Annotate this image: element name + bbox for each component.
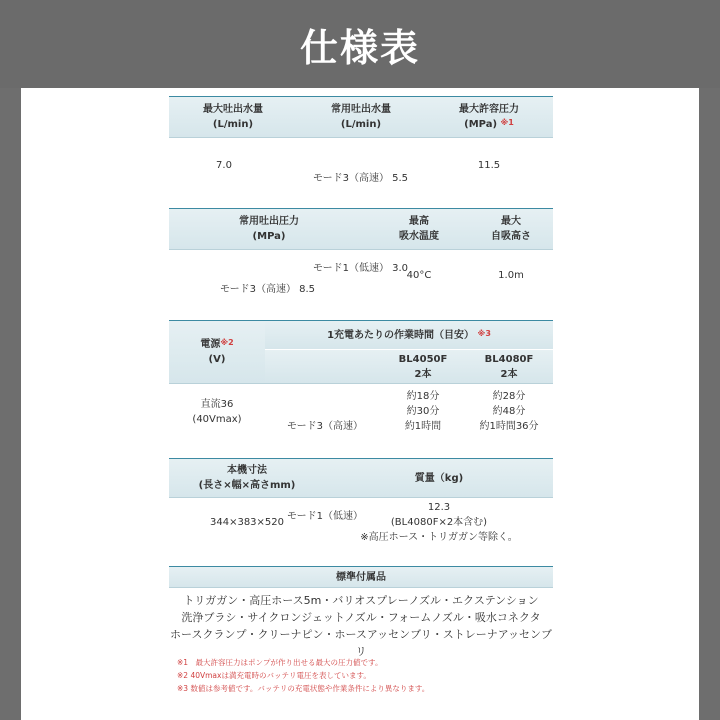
power-value (169, 397, 265, 427)
normal-pressure-title: 常用吐出圧力 (239, 216, 299, 227)
normal-flow-header (297, 97, 425, 137)
page-title: 仕様表 (299, 25, 420, 70)
bat1-name: BL4050F (398, 353, 448, 365)
time-cell: 約18分 (406, 391, 440, 402)
accessory-line: トリガガン・高圧ホース5m・バリオスプレーノズル・エクステンション (183, 594, 539, 607)
footnote-1: ※1 最大許容圧力はポンプが作り出せる最大の圧力値です。 (177, 658, 383, 667)
max-flow-title: 最大吐出水量 (203, 104, 263, 115)
note-ref-2: ※2 (220, 338, 234, 347)
dimensions-header (169, 459, 325, 497)
normal-pressure-header (169, 209, 369, 249)
power-value-main: 直流36 (200, 399, 234, 410)
bat2-times (469, 389, 549, 434)
suction-height-header (469, 209, 553, 249)
suction-height-value: 1.0m (498, 270, 524, 281)
power-title-line (200, 337, 233, 352)
time-cell: 約1時間 (404, 421, 442, 432)
time-cell: 約30分 (406, 406, 440, 417)
suction-height-sub: 自吸高さ (491, 231, 531, 242)
table1-header (169, 96, 553, 138)
power-value-sub: (40Vmax) (192, 414, 242, 425)
battery-header (265, 349, 553, 384)
mode-row: モード3（高速） (287, 421, 363, 432)
max-flow-unit: (L/min) (212, 119, 254, 130)
max-temp-title: 最高 (409, 216, 429, 227)
accessories-title: 標準付属品 (336, 571, 386, 583)
mode-row: モード1（低速） (287, 511, 363, 522)
bat1-qty: 2本 (414, 368, 432, 380)
dimensions-value: 344×383×520 (209, 517, 285, 528)
normal-pressure-unit: (MPa) (252, 231, 286, 242)
runtime-header (265, 320, 553, 350)
accessory-line: 洗浄ブラシ・サイクロンジェットノズル・フォームノズル・吸水コネクタ (181, 611, 541, 624)
max-temp-header (369, 209, 469, 249)
mode-row: モード1（低速） 3.0 (313, 263, 409, 274)
bat1-header (383, 350, 463, 383)
runtime-title-line (327, 328, 491, 343)
max-pressure-unit-line (464, 117, 514, 132)
mode-row: モード3（高速） 8.5 (220, 284, 316, 295)
note-ref-1: ※1 (500, 118, 514, 127)
dimensions-title: 本機寸法 (227, 465, 267, 476)
table2-header (169, 208, 553, 250)
weight-value (325, 500, 553, 545)
max-pressure-unit: (MPa) (464, 119, 498, 130)
note-ref-3: ※3 (477, 328, 491, 338)
page-header (0, 0, 720, 88)
normal-flow-title: 常用吐出水量 (331, 104, 391, 115)
accessory-line: ホースクランプ・クリーナピン・ホースアッセンブリ・ストレーナアッセンブリ (170, 628, 552, 658)
bat1-times (383, 389, 463, 434)
power-header (169, 320, 265, 384)
suction-height-title: 最大 (501, 216, 521, 227)
weight-header (325, 459, 553, 497)
max-temp-value: 40°C (406, 270, 432, 281)
max-pressure-value: 11.5 (477, 160, 501, 171)
bat2-header (469, 350, 549, 383)
time-cell: 約28分 (492, 391, 526, 402)
max-pressure-title: 最大許容圧力 (459, 104, 519, 115)
max-pressure-header (425, 97, 553, 137)
runtime-title: 1充電あたりの作業時間（目安） (327, 329, 475, 341)
normal-flow-unit: (L/min) (340, 119, 382, 130)
footnotes (177, 656, 429, 695)
accessories-header (169, 566, 553, 588)
power-title: 電源 (200, 339, 221, 350)
weight-title: 質量（kg) (414, 472, 464, 484)
max-flow-value: 7.0 (216, 160, 232, 171)
bat2-qty: 2本 (500, 368, 518, 380)
bat2-name: BL4080F (484, 353, 534, 365)
time-cell: 約48分 (492, 406, 526, 417)
footnote-3: ※3 数値は参考値です。バッテリの充電状態や作業条件により異なります。 (177, 684, 430, 693)
weight-main: 12.3 (427, 502, 451, 513)
power-unit: (V) (208, 354, 226, 365)
footnote-2: ※2 40Vmaxは満充電時のバッテリ電圧を表しています。 (177, 671, 371, 680)
time-cell: 約1時間36分 (479, 421, 539, 432)
max-temp-sub: 吸水温度 (399, 231, 439, 242)
accessories-list (169, 592, 553, 660)
max-flow-header (169, 97, 297, 137)
table4-header (169, 458, 553, 498)
dimensions-unit: (長さ×幅×高さmm) (198, 480, 296, 491)
weight-note-1: (BL4080F×2本含む) (390, 517, 488, 528)
weight-note-2: ※高圧ホース・トリガガン等除く。 (360, 532, 518, 543)
mode-row: モード3（高速） 5.5 (313, 173, 409, 184)
